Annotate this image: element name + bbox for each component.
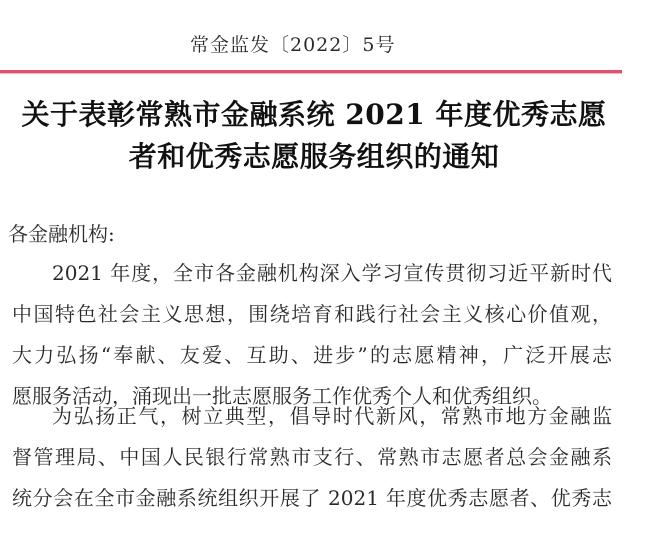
body-paragraph-1 xyxy=(12,253,612,417)
salutation: 各金融机构: xyxy=(8,222,115,246)
title-line-1: 关于表彰常熟市金融系统 2021 年度优秀志愿 xyxy=(21,98,607,131)
document-title xyxy=(14,94,614,178)
title-line-2: 者和优秀志愿服务组织的通知 xyxy=(128,140,500,173)
body-paragraph-2 xyxy=(12,396,612,519)
paragraph-line: 统分会在全市金融系统组织开展了 2021 年度优秀志愿者、优秀志 xyxy=(12,486,612,510)
paragraph-line: 督管理局、中国人民银行常熟市支行、常熟市志愿者总会金融系 xyxy=(12,445,612,469)
paragraph-line: 2021 年度，全市各金融机构深入学习宣传贯彻习近平新时代 xyxy=(52,261,612,285)
red-header-rule-shadow xyxy=(0,73,622,74)
document-number: 常金监发〔2022〕5号 xyxy=(190,34,396,56)
paragraph-line: 愿服务活动，涌现出一批志愿服务工作优秀个人和优秀组织。 xyxy=(12,384,552,408)
paragraph-line: 为弘扬正气，树立典型，倡导时代新风，常熟市地方金融监 xyxy=(52,404,612,428)
paragraph-line: 中国特色社会主义思想，围绕培育和践行社会主义核心价值观， xyxy=(12,302,612,326)
paragraph-line: 大力弘扬“奉献、友爱、互助、进步”的志愿精神，广泛开展志 xyxy=(12,343,612,367)
